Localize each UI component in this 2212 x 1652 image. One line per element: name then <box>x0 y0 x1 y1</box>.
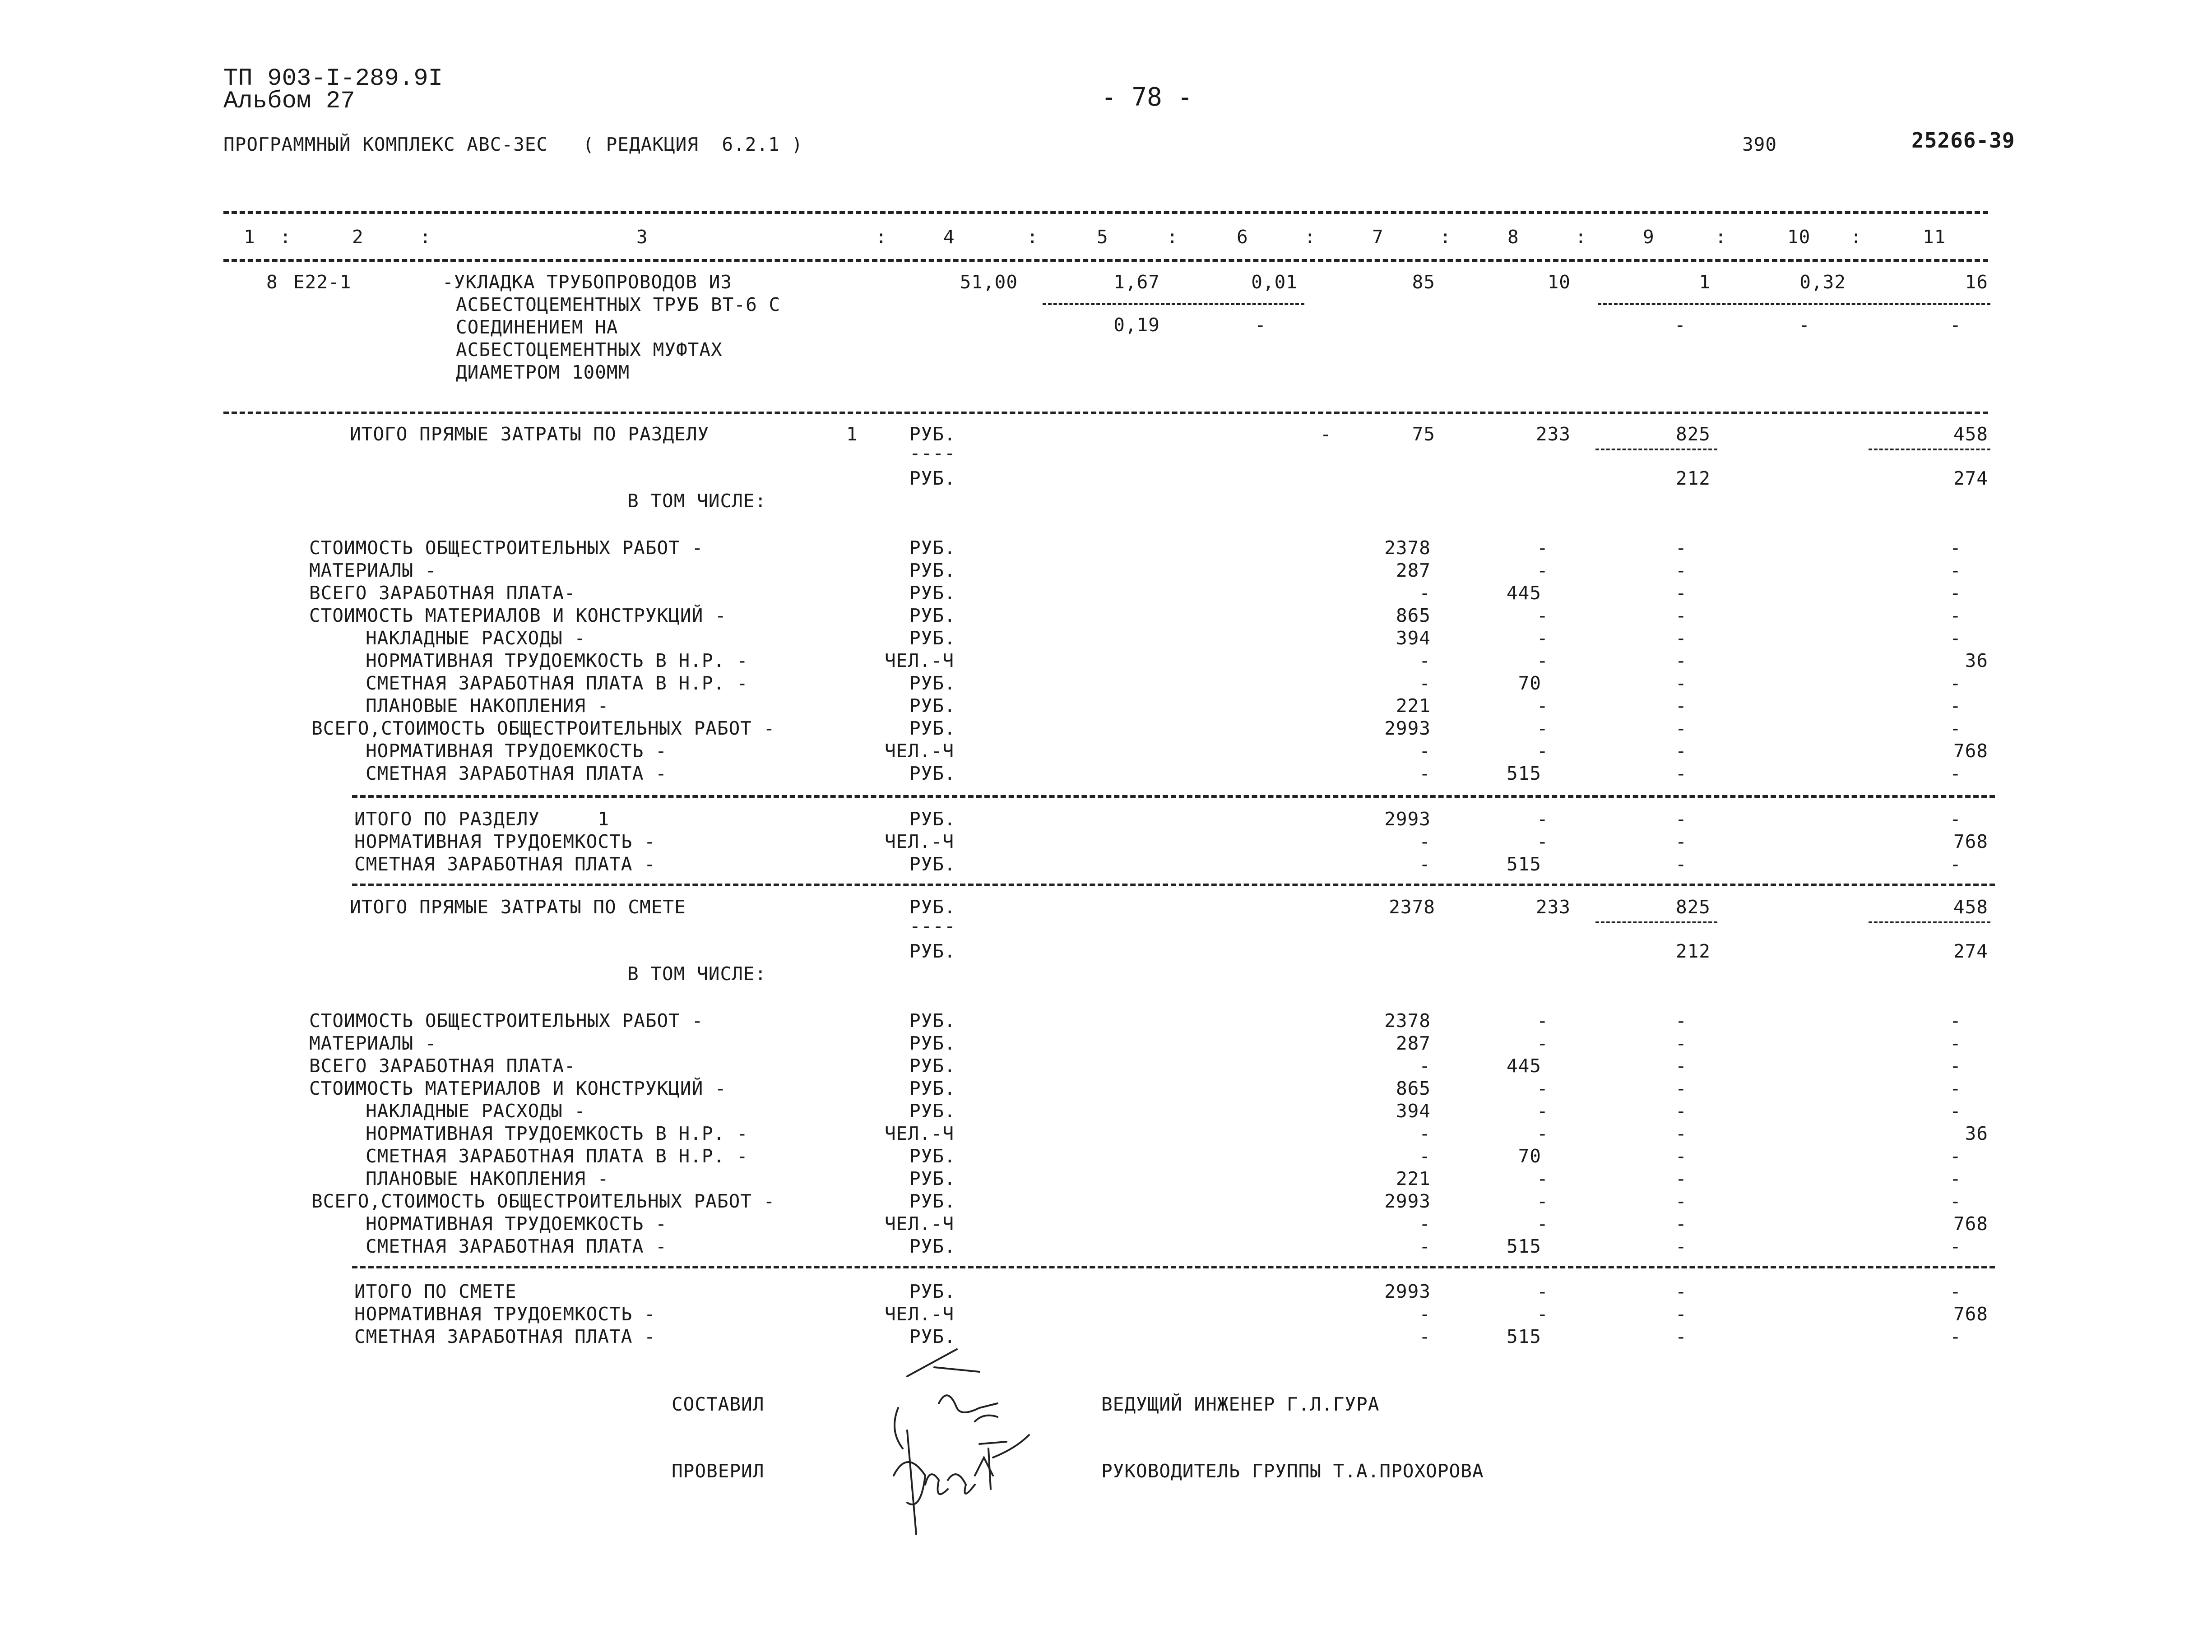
breakdown-unit: РУБ. <box>909 627 956 649</box>
handwritten-signature <box>880 1340 1070 1552</box>
breakdown-unit: ЧЕЛ.-Ч <box>885 650 955 671</box>
breakdown-col-8: 70 <box>1518 1145 1541 1167</box>
breakdown-col-11: - <box>1950 1190 1962 1212</box>
item-col-6-sub: - <box>1255 314 1266 336</box>
breakdown-col-9: - <box>1675 717 1687 739</box>
item-description-line: АСБЕСТОЦЕМЕНТНЫХ ТРУБ ВТ-6 С <box>456 294 781 315</box>
breakdown-col-7: - <box>1419 1055 1431 1077</box>
total-col-11: 458 <box>1953 423 1988 445</box>
summary-col-8: 515 <box>1506 1326 1541 1347</box>
summary-label: НОРМАТИВНАЯ ТРУДОЕМКОСТЬ - <box>354 831 656 852</box>
breakdown-col-8: - <box>1537 537 1549 559</box>
breakdown-label: СМЕТНАЯ ЗАРАБОТНАЯ ПЛАТА - <box>366 763 667 784</box>
rule-section-summary-top <box>352 795 1995 798</box>
summary-unit: РУБ. <box>909 808 956 830</box>
breakdown-unit: РУБ. <box>909 1010 956 1032</box>
breakdown-label: СТОИМОСТЬ МАТЕРИАЛОВ И КОНСТРУКЦИЙ - <box>309 605 727 626</box>
total-unit: РУБ. <box>909 896 956 918</box>
breakdown-label: НОРМАТИВНАЯ ТРУДОЕМКОСТЬ В Н.Р. - <box>366 1123 748 1144</box>
breakdown-col-11: 768 <box>1953 1213 1988 1235</box>
total-section-number: 1 <box>846 423 858 445</box>
column-separator: : <box>280 226 292 248</box>
breakdown-col-9: - <box>1675 582 1687 604</box>
breakdown-col-11: 36 <box>1965 650 1988 671</box>
summary-label: СМЕТНАЯ ЗАРАБОТНАЯ ПЛАТА - <box>354 853 656 875</box>
breakdown-col-7: - <box>1419 740 1431 762</box>
breakdown-col-8: - <box>1537 650 1549 671</box>
item-description-line: -УКЛАДКА ТРУБОПРОВОДОВ ИЗ <box>442 271 733 293</box>
summary-col-7: - <box>1419 1303 1431 1325</box>
breakdown-unit: РУБ. <box>909 1078 956 1099</box>
breakdown-col-11: - <box>1950 763 1962 784</box>
total-col-9-underline <box>1595 921 1717 923</box>
item-col-4: 51,00 <box>960 271 1018 293</box>
total-col-11-sub: 274 <box>1953 940 1988 962</box>
item-col-9-sub: - <box>1674 314 1686 336</box>
summary-label: ИТОГО ПО СМЕТЕ <box>354 1281 517 1302</box>
breakdown-col-7: - <box>1419 582 1431 604</box>
breakdown-col-8: 515 <box>1506 763 1541 784</box>
breakdown-unit: РУБ. <box>909 1190 956 1212</box>
breakdown-unit: РУБ. <box>909 1100 956 1122</box>
breakdown-col-9: - <box>1675 1078 1687 1099</box>
summary-col-7: - <box>1419 831 1431 852</box>
breakdown-col-9: - <box>1675 1100 1687 1122</box>
breakdown-col-7: 865 <box>1396 605 1431 626</box>
total-col-6: - <box>1320 423 1332 445</box>
summary-col-11: - <box>1950 1281 1962 1302</box>
item-col-8: 10 <box>1547 271 1571 293</box>
breakdown-col-11: - <box>1950 605 1962 626</box>
page-number: - 78 - <box>1101 83 1193 112</box>
summary-label: НОРМАТИВНАЯ ТРУДОЕМКОСТЬ - <box>354 1303 656 1325</box>
breakdown-col-7: 287 <box>1396 1032 1431 1054</box>
summary-col-9: - <box>1675 1326 1687 1347</box>
summary-col-8: 515 <box>1506 853 1541 875</box>
total-unit-2: РУБ. <box>909 940 956 962</box>
column-header-6: 6 <box>1237 226 1248 248</box>
summary-unit: РУБ. <box>909 853 956 875</box>
item-description-line: АСБЕСТОЦЕМЕНТНЫХ МУФТАХ <box>456 339 723 361</box>
total-col-9-sub: 212 <box>1675 940 1711 962</box>
summary-col-11: 768 <box>1953 831 1988 852</box>
breakdown-label: НАКЛАДНЫЕ РАСХОДЫ - <box>366 627 586 649</box>
column-header-2: 2 <box>352 226 364 248</box>
program-line: ПРОГРАММНЫЙ КОМПЛЕКС АВС-3ЕС ( РЕДАКЦИЯ 6.2.1 ) <box>223 134 803 155</box>
total-unit-dash: ---- <box>909 915 956 937</box>
total-unit: РУБ. <box>909 423 956 445</box>
column-separator: : <box>1440 226 1451 248</box>
breakdown-unit: РУБ. <box>909 582 956 604</box>
breakdown-col-9: - <box>1675 1055 1687 1077</box>
summary-col-8: - <box>1537 1303 1549 1325</box>
total-col-8: 233 <box>1535 423 1571 445</box>
summary-col-11: - <box>1950 1326 1962 1347</box>
total-label: ИТОГО ПРЯМЫЕ ЗАТРАТЫ ПО РАЗДЕЛУ <box>350 423 710 445</box>
breakdown-col-7: - <box>1419 1145 1431 1167</box>
breakdown-col-9: - <box>1675 627 1687 649</box>
checked-label: ПРОВЕРИЛ <box>672 1460 765 1482</box>
breakdown-col-11: - <box>1950 537 1962 559</box>
column-header-1: 1 <box>244 226 255 248</box>
item-number: 8 <box>266 271 278 293</box>
breakdown-col-9: - <box>1675 672 1687 694</box>
breakdown-col-7: 394 <box>1396 627 1431 649</box>
item-col-7: 85 <box>1412 271 1435 293</box>
including-label: В ТОМ ЧИСЛЕ: <box>627 963 767 985</box>
breakdown-col-8: - <box>1537 1010 1549 1032</box>
breakdown-col-7: 221 <box>1396 695 1431 717</box>
breakdown-col-9: - <box>1675 1236 1687 1257</box>
column-separator: : <box>1027 226 1039 248</box>
album-label: Альбом 27 <box>223 88 355 115</box>
breakdown-col-9: - <box>1675 560 1687 581</box>
breakdown-col-8: - <box>1537 627 1549 649</box>
rule-after-item <box>223 412 1988 414</box>
total-col-8: 233 <box>1535 896 1571 918</box>
column-header-3: 3 <box>636 226 648 248</box>
item-col-9: 1 <box>1699 271 1711 293</box>
breakdown-col-8: 515 <box>1506 1236 1541 1257</box>
breakdown-unit: ЧЕЛ.-Ч <box>885 1123 955 1144</box>
breakdown-col-11: - <box>1950 1032 1962 1054</box>
breakdown-col-7: 394 <box>1396 1100 1431 1122</box>
breakdown-col-7: 221 <box>1396 1168 1431 1189</box>
breakdown-label: ВСЕГО,СТОИМОСТЬ ОБЩЕСТРОИТЕЛЬНЫХ РАБОТ - <box>311 1190 775 1212</box>
breakdown-label: ВСЕГО,СТОИМОСТЬ ОБЩЕСТРОИТЕЛЬНЫХ РАБОТ - <box>311 717 775 739</box>
breakdown-col-9: - <box>1675 1213 1687 1235</box>
breakdown-col-7: - <box>1419 1236 1431 1257</box>
breakdown-col-11: - <box>1950 1145 1962 1167</box>
column-header-9: 9 <box>1643 226 1655 248</box>
breakdown-label: МАТЕРИАЛЫ - <box>309 1032 437 1054</box>
breakdown-col-8: - <box>1537 1078 1549 1099</box>
breakdown-col-11: 36 <box>1965 1123 1988 1144</box>
breakdown-col-7: 2378 <box>1384 1010 1431 1032</box>
breakdown-col-11: - <box>1950 1010 1962 1032</box>
breakdown-col-8: - <box>1537 605 1549 626</box>
breakdown-col-8: 70 <box>1518 672 1541 694</box>
breakdown-label: НОРМАТИВНАЯ ТРУДОЕМКОСТЬ В Н.Р. - <box>366 650 748 671</box>
summary-col-9: - <box>1675 1281 1687 1302</box>
breakdown-col-9: - <box>1675 1010 1687 1032</box>
breakdown-unit: РУБ. <box>909 1168 956 1189</box>
summary-col-8: - <box>1537 831 1549 852</box>
breakdown-col-7: 865 <box>1396 1078 1431 1099</box>
breakdown-unit: РУБ. <box>909 695 956 717</box>
breakdown-unit: РУБ. <box>909 1236 956 1257</box>
summary-label: СМЕТНАЯ ЗАРАБОТНАЯ ПЛАТА - <box>354 1326 656 1347</box>
column-separator: : <box>1715 226 1727 248</box>
total-unit-2: РУБ. <box>909 467 956 489</box>
column-separator: : <box>1850 226 1862 248</box>
document-code: ТП 903-I-289.9I <box>223 65 443 93</box>
rule-top <box>223 211 1988 214</box>
breakdown-col-8: - <box>1537 717 1549 739</box>
breakdown-label: МАТЕРИАЛЫ - <box>309 560 437 581</box>
breakdown-col-8: - <box>1537 1032 1549 1054</box>
breakdown-col-8: - <box>1537 1168 1549 1189</box>
breakdown-label: СМЕТНАЯ ЗАРАБОТНАЯ ПЛАТА В Н.Р. - <box>366 672 748 694</box>
checked-by: РУКОВОДИТЕЛЬ ГРУППЫ Т.А.ПРОХОРОВА <box>1101 1460 1484 1482</box>
code-390: 390 <box>1742 134 1777 155</box>
breakdown-label: СМЕТНАЯ ЗАРАБОТНАЯ ПЛАТА В Н.Р. - <box>366 1145 748 1167</box>
total-col-11: 458 <box>1953 896 1988 918</box>
breakdown-label: ВСЕГО ЗАРАБОТНАЯ ПЛАТА- <box>309 1055 576 1077</box>
rule-section-end <box>352 884 1995 886</box>
column-separator: : <box>876 226 887 248</box>
total-col-11-sub: 274 <box>1953 467 1988 489</box>
summary-col-9: - <box>1675 853 1687 875</box>
breakdown-unit: РУБ. <box>909 560 956 581</box>
breakdown-col-7: 2993 <box>1384 717 1431 739</box>
item-sub-underline <box>1043 303 1304 305</box>
item-description-line: ДИАМЕТРОМ 100ММ <box>456 361 630 383</box>
total-col-9-underline <box>1595 449 1717 450</box>
item-col-10-sub: - <box>1799 314 1810 336</box>
total-col-7: 75 <box>1412 423 1435 445</box>
breakdown-col-9: - <box>1675 605 1687 626</box>
breakdown-col-11: - <box>1950 1100 1962 1122</box>
column-header-4: 4 <box>943 226 955 248</box>
rule-estimate-summary-top <box>352 1266 1995 1268</box>
column-header-7: 7 <box>1372 226 1384 248</box>
breakdown-label: СТОИМОСТЬ ОБЩЕСТРОИТЕЛЬНЫХ РАБОТ - <box>309 537 704 559</box>
breakdown-col-8: 445 <box>1506 1055 1541 1077</box>
item-col-5-sub: 0,19 <box>1113 314 1160 336</box>
total-col-7: 2378 <box>1389 896 1435 918</box>
breakdown-col-7: - <box>1419 650 1431 671</box>
total-col-9: 825 <box>1675 896 1711 918</box>
compiled-by: ВЕДУЩИЙ ИНЖЕНЕР Г.Л.ГУРА <box>1101 1393 1380 1415</box>
breakdown-col-9: - <box>1675 650 1687 671</box>
summary-col-7: 2993 <box>1384 808 1431 830</box>
summary-col-9: - <box>1675 808 1687 830</box>
summary-unit: РУБ. <box>909 1326 956 1347</box>
breakdown-col-8: - <box>1537 1100 1549 1122</box>
column-separator: : <box>1167 226 1178 248</box>
column-separator: : <box>1575 226 1587 248</box>
breakdown-col-11: - <box>1950 672 1962 694</box>
summary-col-7: - <box>1419 1326 1431 1347</box>
total-col-9: 825 <box>1675 423 1711 445</box>
column-header-11: 11 <box>1923 226 1946 248</box>
summary-col-8: - <box>1537 1281 1549 1302</box>
total-col-11-underline <box>1869 449 1990 450</box>
breakdown-col-11: - <box>1950 717 1962 739</box>
breakdown-col-9: - <box>1675 537 1687 559</box>
breakdown-col-9: - <box>1675 763 1687 784</box>
including-label: В ТОМ ЧИСЛЕ: <box>627 490 767 512</box>
item-col-11-sub: - <box>1950 314 1962 336</box>
breakdown-unit: РУБ. <box>909 1055 956 1077</box>
breakdown-unit: РУБ. <box>909 1032 956 1054</box>
breakdown-col-11: - <box>1950 582 1962 604</box>
summary-col-11: 768 <box>1953 1303 1988 1325</box>
breakdown-label: СТОИМОСТЬ МАТЕРИАЛОВ И КОНСТРУКЦИЙ - <box>309 1078 727 1099</box>
breakdown-unit: РУБ. <box>909 537 956 559</box>
summary-col-11: - <box>1950 853 1962 875</box>
total-label: ИТОГО ПРЯМЫЕ ЗАТРАТЫ ПО СМЕТЕ <box>350 896 686 918</box>
summary-col-9: - <box>1675 831 1687 852</box>
breakdown-col-11: - <box>1950 1078 1962 1099</box>
column-header-5: 5 <box>1097 226 1108 248</box>
item-col-11: 16 <box>1965 271 1988 293</box>
breakdown-col-8: - <box>1537 695 1549 717</box>
breakdown-col-8: - <box>1537 740 1549 762</box>
item-col-10: 0,32 <box>1799 271 1846 293</box>
breakdown-col-11: - <box>1950 1236 1962 1257</box>
breakdown-label: ПЛАНОВЫЕ НАКОПЛЕНИЯ - <box>366 1168 609 1189</box>
breakdown-col-9: - <box>1675 1168 1687 1189</box>
summary-col-11: - <box>1950 808 1962 830</box>
breakdown-unit: РУБ. <box>909 605 956 626</box>
breakdown-col-11: - <box>1950 1055 1962 1077</box>
breakdown-unit: РУБ. <box>909 1145 956 1167</box>
summary-col-8: - <box>1537 808 1549 830</box>
breakdown-col-11: - <box>1950 1168 1962 1189</box>
breakdown-col-11: 768 <box>1953 740 1988 762</box>
item-code: Е22-1 <box>293 271 352 293</box>
column-header-8: 8 <box>1507 226 1519 248</box>
breakdown-unit: РУБ. <box>909 672 956 694</box>
item-sub-underline-right <box>1598 303 1990 305</box>
item-col-5: 1,67 <box>1113 271 1160 293</box>
breakdown-col-9: - <box>1675 1145 1687 1167</box>
breakdown-col-8: - <box>1537 1123 1549 1144</box>
breakdown-col-9: - <box>1675 740 1687 762</box>
breakdown-col-9: - <box>1675 1032 1687 1054</box>
total-col-11-underline <box>1869 921 1990 923</box>
summary-col-9: - <box>1675 1303 1687 1325</box>
breakdown-label: НАКЛАДНЫЕ РАСХОДЫ - <box>366 1100 586 1122</box>
column-separator: : <box>420 226 431 248</box>
breakdown-col-11: - <box>1950 627 1962 649</box>
breakdown-label: ПЛАНОВЫЕ НАКОПЛЕНИЯ - <box>366 695 609 717</box>
summary-label: ИТОГО ПО РАЗДЕЛУ 1 <box>354 808 610 830</box>
breakdown-col-9: - <box>1675 1190 1687 1212</box>
compiled-label: СОСТАВИЛ <box>672 1393 765 1415</box>
summary-unit: ЧЕЛ.-Ч <box>885 1303 955 1325</box>
breakdown-label: СТОИМОСТЬ ОБЩЕСТРОИТЕЛЬНЫХ РАБОТ - <box>309 1010 704 1032</box>
total-col-9-sub: 212 <box>1675 467 1711 489</box>
breakdown-col-7: - <box>1419 1123 1431 1144</box>
breakdown-col-7: 2378 <box>1384 537 1431 559</box>
total-unit-dash: ---- <box>909 442 956 464</box>
breakdown-label: ВСЕГО ЗАРАБОТНАЯ ПЛАТА- <box>309 582 576 604</box>
column-separator: : <box>1304 226 1316 248</box>
breakdown-col-11: - <box>1950 560 1962 581</box>
breakdown-col-8: - <box>1537 560 1549 581</box>
breakdown-label: НОРМАТИВНАЯ ТРУДОЕМКОСТЬ - <box>366 1213 667 1235</box>
breakdown-unit: ЧЕЛ.-Ч <box>885 1213 955 1235</box>
breakdown-col-11: - <box>1950 695 1962 717</box>
breakdown-col-9: - <box>1675 695 1687 717</box>
item-col-6: 0,01 <box>1251 271 1298 293</box>
breakdown-col-7: 2993 <box>1384 1190 1431 1212</box>
rule-header-bottom <box>223 259 1988 262</box>
breakdown-col-8: - <box>1537 1213 1549 1235</box>
breakdown-label: СМЕТНАЯ ЗАРАБОТНАЯ ПЛАТА - <box>366 1236 667 1257</box>
summary-col-7: 2993 <box>1384 1281 1431 1302</box>
breakdown-col-7: 287 <box>1396 560 1431 581</box>
summary-unit: ЧЕЛ.-Ч <box>885 831 955 852</box>
breakdown-col-7: - <box>1419 1213 1431 1235</box>
breakdown-col-8: 445 <box>1506 582 1541 604</box>
summary-unit: РУБ. <box>909 1281 956 1302</box>
breakdown-col-7: - <box>1419 672 1431 694</box>
breakdown-label: НОРМАТИВНАЯ ТРУДОЕМКОСТЬ - <box>366 740 667 762</box>
breakdown-col-9: - <box>1675 1123 1687 1144</box>
summary-col-7: - <box>1419 853 1431 875</box>
breakdown-col-7: - <box>1419 763 1431 784</box>
item-description-line: СОЕДИНЕНИЕМ НА <box>456 316 618 338</box>
breakdown-col-8: - <box>1537 1190 1549 1212</box>
breakdown-unit: ЧЕЛ.-Ч <box>885 740 955 762</box>
breakdown-unit: РУБ. <box>909 763 956 784</box>
column-header-10: 10 <box>1787 226 1811 248</box>
stamp-code: 25266-39 <box>1911 128 2015 153</box>
breakdown-unit: РУБ. <box>909 717 956 739</box>
